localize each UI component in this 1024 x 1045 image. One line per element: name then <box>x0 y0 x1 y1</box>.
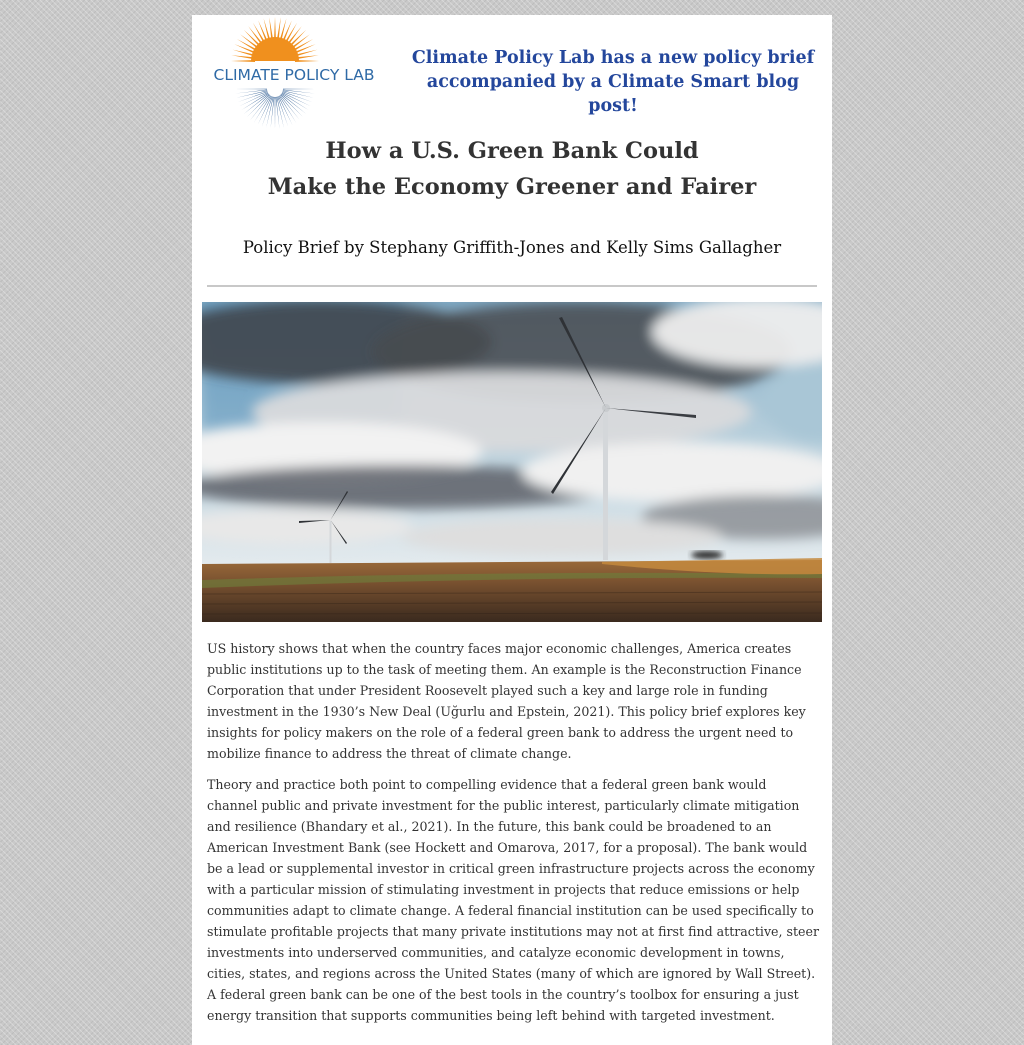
article-byline: Policy Brief by Stephany Griffith-Jones and Kelly Sims Gallagher <box>242 238 782 257</box>
newsletter-card <box>192 15 832 1045</box>
announcement-headline[interactable]: Climate Policy Lab has a new policy brief accompanied by a Climate Smart blog post! <box>411 48 815 116</box>
article-title-line-1: How a U.S. Green Bank Could <box>325 138 699 164</box>
logo-wordmark: CLIMATE POLICY LAB <box>213 66 375 84</box>
hero-image[interactable] <box>202 302 822 622</box>
wind-turbine-landscape-icon <box>202 302 822 622</box>
article-body <box>207 638 819 1036</box>
section-divider <box>207 285 817 287</box>
climate-policy-lab-logo[interactable] <box>205 17 383 129</box>
body-paragraph-1: US history shows that when the country faces major economic challenges, America creates public institutions up to the task of meeting them. An example is the Reconstruction Finance Corporation that under President Roosevelt played such a key and large role in funding investment in the 1930’s New Deal (Uğurlu and Epstein, 2021). This policy brief explores key insights for policy makers on the role of a federal green bank to address the urgent need to mobilize finance to address the threat of climate change. <box>207 641 806 761</box>
body-paragraph-2: Theory and practice both point to compelling evidence that a federal green bank would channel public and private investment for the public interest, particularly climate mitigation and resilience (Bhandary et al., 2021). In the future, this bank could be broadened to an American Investment Bank (see Hockett and Omarova, 2017, for a proposal). The bank would be a lead or supplemental investor in critical green infrastructure projects across the economy with a particular mission of stimulating investment in projects that reduce emissions or help communities adapt to climate change. A federal financial institution can be used specifically to stimulate profitable projects that many private institutions may not at first find attractive, steer investments into underserved communities, and catalyze economic development in towns, cities, states, and regions across the United States (many of which are ignored by Wall Street). A federal green bank can be one of the best tools in the country’s toolbox for ensuring a just energy transition that supports communities being left behind with targeted investment. <box>207 777 819 1023</box>
article-title-line-2: Make the Economy Greener and Fairer <box>267 174 757 200</box>
sunburst-logo-icon <box>205 17 383 129</box>
article-title[interactable] <box>192 133 832 205</box>
